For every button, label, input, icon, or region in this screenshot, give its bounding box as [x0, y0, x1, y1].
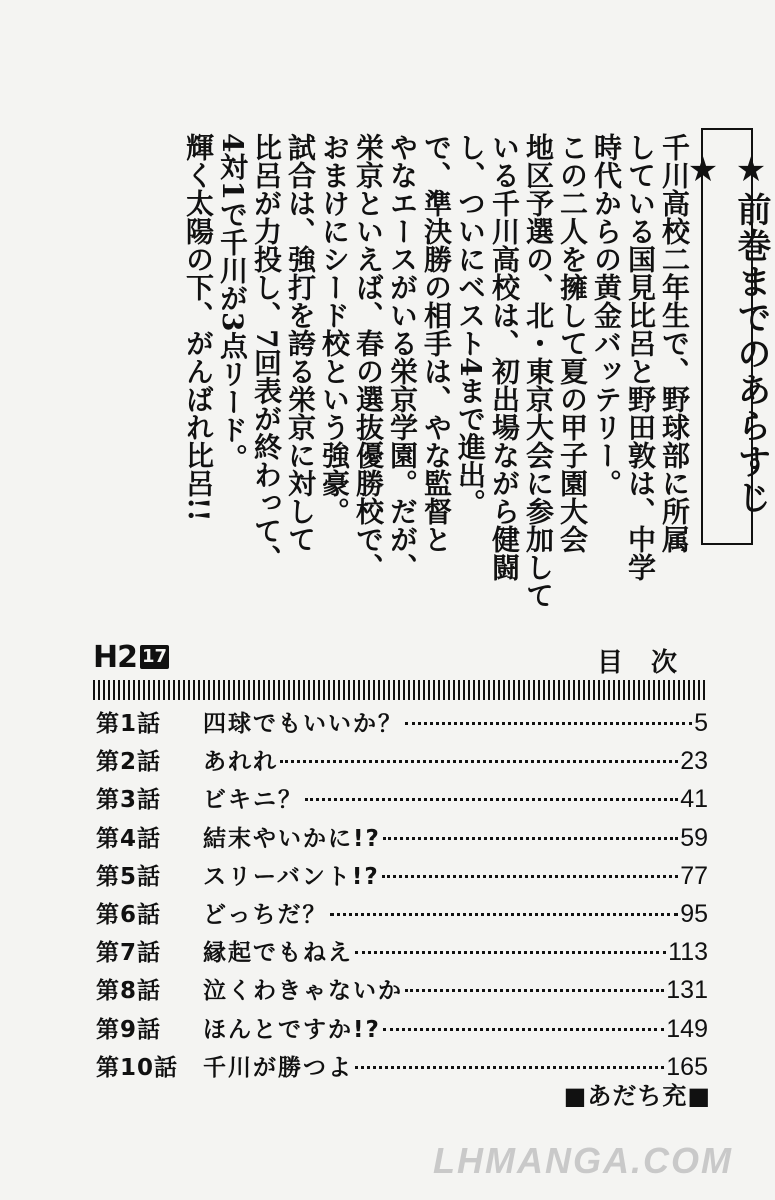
- synopsis-line: 4対1で千川が3点リード。: [216, 133, 249, 472]
- dot-leader: [305, 798, 678, 801]
- dot-leader: [330, 913, 679, 916]
- synopsis-line: 地区予選の、北・東京大会に参加して: [522, 133, 555, 609]
- chapter-number: 第9話: [96, 1016, 162, 1043]
- volume-number-badge: 17: [141, 646, 168, 667]
- chapter-title: あれれ: [203, 749, 278, 776]
- synopsis-section: [115, 128, 771, 609]
- synopsis-line: おまけにシード校という強豪。: [318, 133, 351, 525]
- chapter-number: 第10話: [96, 1054, 179, 1081]
- chapter-number: 第2話: [96, 749, 162, 776]
- toc-entry[interactable]: [96, 972, 708, 1010]
- chapter-page: 131: [666, 976, 708, 1005]
- dot-leader: [405, 989, 664, 992]
- dot-leader: [405, 722, 692, 725]
- toc-header: [93, 639, 705, 678]
- toc-entry[interactable]: [96, 781, 708, 819]
- synopsis-title: ★前巻までのあらすじ★: [683, 150, 771, 516]
- dot-leader: [355, 1066, 664, 1069]
- chapter-title: ほんとですか!?: [203, 1016, 381, 1043]
- site-watermark: LHMANGA.COM: [433, 1140, 733, 1181]
- synopsis-line: で、準決勝の相手は、やな監督と: [420, 133, 453, 553]
- dot-leader: [382, 875, 679, 878]
- chapter-number: 第5話: [96, 863, 162, 890]
- series-name: H2: [93, 639, 137, 675]
- chapter-title: 千川が勝つよ: [203, 1054, 353, 1081]
- synopsis-title-band: [683, 128, 771, 545]
- chapter-number: 第3話: [96, 787, 162, 814]
- chapter-number: 第7話: [96, 940, 162, 967]
- chapter-page: 77: [680, 861, 708, 890]
- synopsis-line: 時代からの黄金バッテリー。: [590, 133, 623, 497]
- chapter-page: 113: [668, 938, 708, 967]
- chapter-title: どっちだ？: [203, 901, 328, 928]
- author-credit: ■あだち充■: [563, 1082, 711, 1110]
- chapter-page: 41: [680, 785, 708, 814]
- synopsis-line: やなエースがいる栄京学園。だが、: [386, 133, 419, 581]
- chapter-title: スリーバント!?: [203, 863, 380, 890]
- dot-leader: [383, 1028, 664, 1031]
- toc-entry[interactable]: [96, 1011, 708, 1049]
- toc-entry[interactable]: [96, 743, 708, 781]
- dot-leader: [383, 837, 678, 840]
- series-logo: [93, 639, 169, 675]
- synopsis-text: [181, 133, 691, 609]
- synopsis-line: 千川高校二年生で、野球部に所属: [658, 133, 691, 553]
- dot-leader: [355, 951, 666, 954]
- chapter-title: ビキニ？: [203, 787, 303, 814]
- chapter-title: 縁起でもねえ: [203, 940, 353, 967]
- synopsis-line: 試合は、強打を誇る栄京に対して: [284, 133, 317, 553]
- chapter-number: 第6話: [96, 901, 162, 928]
- chapter-page: 5: [694, 709, 708, 737]
- chapter-page: 165: [666, 1052, 708, 1081]
- toc-title: 目次: [596, 648, 705, 678]
- chapter-number: 第4話: [96, 825, 162, 852]
- chapter-title: 泣くわきゃないか: [203, 978, 403, 1005]
- chapter-page: 59: [680, 823, 708, 852]
- synopsis-line: 栄京といえば、春の選抜優勝校で、: [352, 133, 385, 581]
- chapter-number: 第8話: [96, 978, 162, 1005]
- toc-entry[interactable]: [96, 705, 708, 743]
- chapter-title: 四球でもいいか？: [203, 711, 403, 737]
- chapter-number: 第1話: [96, 711, 162, 737]
- synopsis-line: し、ついにベスト4まで進出。: [454, 133, 487, 517]
- toc-list: [96, 705, 708, 1087]
- dot-leader: [280, 760, 678, 763]
- hatched-divider: [93, 680, 706, 700]
- synopsis-line: している国見比呂と野田敦は、中学: [624, 133, 657, 581]
- toc-entry[interactable]: [96, 934, 708, 972]
- toc-entry[interactable]: [96, 896, 708, 934]
- toc-entry[interactable]: [96, 820, 708, 858]
- toc-entry[interactable]: [96, 858, 708, 896]
- chapter-page: 95: [680, 899, 708, 928]
- synopsis-line: 輝く太陽の下、がんばれ比呂!!: [182, 133, 215, 522]
- synopsis-line: この二人を擁して夏の甲子園大会: [556, 133, 589, 553]
- chapter-page: 149: [666, 1014, 708, 1043]
- synopsis-line: いる千川高校は、初出場ながら健闘: [488, 133, 521, 581]
- synopsis-line: 比呂が力投し、7回表が終わって、: [250, 133, 283, 573]
- chapter-title: 結末やいかに!?: [203, 825, 381, 852]
- chapter-page: 23: [680, 747, 708, 776]
